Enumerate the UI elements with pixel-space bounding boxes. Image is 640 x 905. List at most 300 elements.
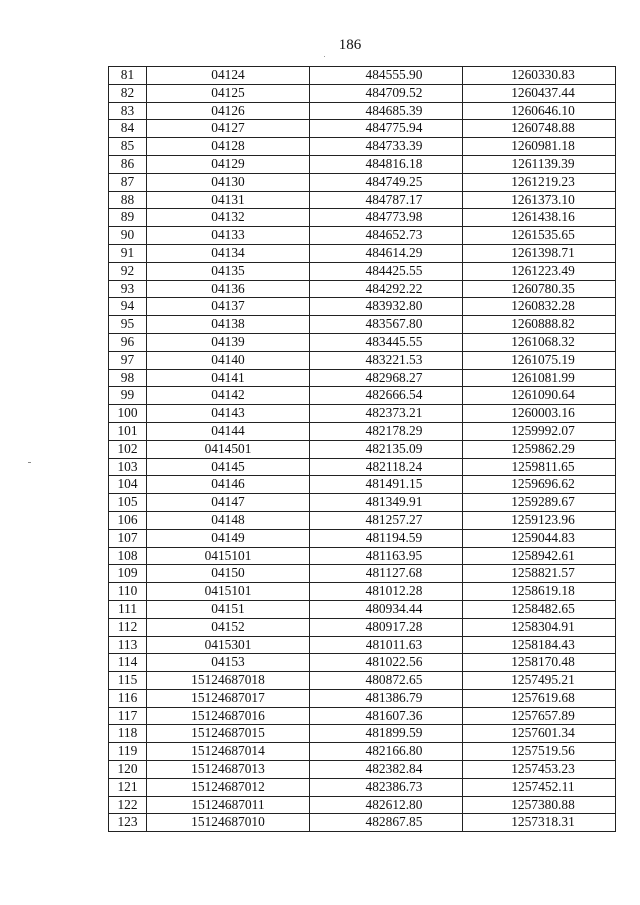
y-coordinate: 1260888.82 — [511, 316, 575, 332]
row-number-cell — [109, 369, 147, 387]
point-id-cell — [147, 707, 310, 725]
x-coordinate-cell — [310, 102, 463, 120]
y-coordinate: 1258942.61 — [511, 547, 575, 563]
row-number: 86 — [120, 155, 135, 171]
y-coordinate: 1257657.89 — [511, 707, 575, 723]
row-number-cell — [109, 227, 147, 245]
table-row — [109, 725, 616, 743]
point-id-cell — [147, 405, 310, 423]
y-coordinate-cell — [463, 316, 616, 334]
y-coordinate: 1258482.65 — [511, 600, 575, 616]
y-coordinate: 1260003.16 — [511, 405, 575, 421]
row-number: 110 — [117, 583, 138, 599]
row-number: 89 — [120, 209, 135, 225]
y-coordinate: 1261068.32 — [511, 333, 575, 349]
table-row — [109, 511, 616, 529]
x-coordinate-cell — [310, 369, 463, 387]
y-coordinate-cell — [463, 618, 616, 636]
point-id: 15124687011 — [191, 796, 265, 812]
row-number-cell — [109, 725, 147, 743]
point-id: 04126 — [211, 102, 245, 118]
row-number-cell — [109, 494, 147, 512]
x-coordinate: 481163.95 — [365, 547, 423, 563]
row-number: 92 — [120, 262, 135, 278]
point-id: 04128 — [211, 138, 245, 154]
y-coordinate-cell — [463, 494, 616, 512]
y-coordinate-cell — [463, 387, 616, 405]
row-number-cell — [109, 511, 147, 529]
y-coordinate-cell — [463, 351, 616, 369]
table-row — [109, 351, 616, 369]
table-row — [109, 422, 616, 440]
table-row — [109, 262, 616, 280]
point-id: 04152 — [211, 618, 245, 634]
x-coordinate: 484773.98 — [365, 209, 423, 225]
point-id-cell — [147, 547, 310, 565]
row-number-cell — [109, 280, 147, 298]
row-number-cell — [109, 67, 147, 85]
y-coordinate: 1257619.68 — [511, 689, 575, 705]
y-coordinate: 1259992.07 — [511, 422, 575, 438]
y-coordinate: 1260780.35 — [511, 280, 575, 296]
x-coordinate: 483445.55 — [365, 333, 423, 349]
row-number: 90 — [120, 227, 135, 243]
x-coordinate: 482382.84 — [365, 761, 423, 777]
point-id-cell — [147, 84, 310, 102]
coordinates-table-body — [109, 67, 616, 832]
x-coordinate-cell — [310, 262, 463, 280]
y-coordinate: 1261223.49 — [511, 262, 575, 278]
y-coordinate: 1261535.65 — [511, 227, 575, 243]
row-number: 109 — [117, 565, 138, 581]
x-coordinate-cell — [310, 138, 463, 156]
y-coordinate-cell — [463, 583, 616, 601]
x-coordinate: 480934.44 — [365, 600, 423, 616]
y-coordinate-cell — [463, 725, 616, 743]
y-coordinate-cell — [463, 173, 616, 191]
table-row — [109, 298, 616, 316]
row-number: 119 — [117, 743, 138, 759]
x-coordinate-cell — [310, 333, 463, 351]
x-coordinate-cell — [310, 689, 463, 707]
x-coordinate: 482166.80 — [365, 743, 423, 759]
x-coordinate: 484425.55 — [365, 262, 423, 278]
table-row — [109, 138, 616, 156]
point-id-cell — [147, 67, 310, 85]
x-coordinate-cell — [310, 494, 463, 512]
scan-speck — [324, 56, 325, 57]
table-row — [109, 405, 616, 423]
y-coordinate-cell — [463, 440, 616, 458]
x-coordinate: 481012.28 — [365, 583, 423, 599]
y-coordinate-cell — [463, 102, 616, 120]
y-coordinate-cell — [463, 227, 616, 245]
x-coordinate-cell — [310, 529, 463, 547]
point-id-cell — [147, 280, 310, 298]
point-id: 04142 — [211, 387, 245, 403]
point-id-cell — [147, 458, 310, 476]
row-number: 105 — [117, 494, 138, 510]
point-id-cell — [147, 600, 310, 618]
x-coordinate: 481491.15 — [365, 476, 423, 492]
row-number-cell — [109, 173, 147, 191]
point-id-cell — [147, 511, 310, 529]
x-coordinate: 482373.21 — [365, 405, 423, 421]
table-row — [109, 84, 616, 102]
x-coordinate: 480872.65 — [365, 672, 423, 688]
row-number: 103 — [117, 458, 138, 474]
point-id: 04150 — [211, 565, 245, 581]
table-row — [109, 280, 616, 298]
y-coordinate: 1260981.18 — [511, 138, 575, 154]
y-coordinate: 1257380.88 — [511, 796, 575, 812]
table-row — [109, 814, 616, 832]
table-row — [109, 672, 616, 690]
row-number-cell — [109, 405, 147, 423]
y-coordinate: 1261373.10 — [511, 191, 575, 207]
table-row — [109, 173, 616, 191]
y-coordinate-cell — [463, 369, 616, 387]
x-coordinate: 481607.36 — [365, 707, 423, 723]
point-id: 04136 — [211, 280, 245, 296]
x-coordinate: 482666.54 — [365, 387, 423, 403]
point-id-cell — [147, 244, 310, 262]
row-number: 99 — [120, 387, 135, 403]
table-row — [109, 761, 616, 779]
y-coordinate: 1261090.64 — [511, 387, 575, 403]
x-coordinate-cell — [310, 778, 463, 796]
y-coordinate: 1261139.39 — [511, 155, 575, 171]
row-number-cell — [109, 191, 147, 209]
y-coordinate: 1261075.19 — [511, 351, 575, 367]
row-number: 113 — [117, 636, 138, 652]
x-coordinate-cell — [310, 67, 463, 85]
point-id: 04138 — [211, 316, 245, 332]
row-number-cell — [109, 120, 147, 138]
y-coordinate: 1259811.65 — [511, 458, 575, 474]
y-coordinate-cell — [463, 636, 616, 654]
point-id: 0415101 — [204, 583, 252, 599]
point-id-cell — [147, 565, 310, 583]
y-coordinate-cell — [463, 120, 616, 138]
row-number: 95 — [120, 316, 135, 332]
point-id: 04145 — [211, 458, 245, 474]
row-number: 88 — [120, 191, 135, 207]
y-coordinate: 1260748.88 — [511, 120, 575, 136]
y-coordinate-cell — [463, 654, 616, 672]
y-coordinate: 1257495.21 — [511, 672, 575, 688]
x-coordinate-cell — [310, 618, 463, 636]
x-coordinate-cell — [310, 209, 463, 227]
y-coordinate-cell — [463, 743, 616, 761]
x-coordinate-cell — [310, 316, 463, 334]
point-id-cell — [147, 778, 310, 796]
row-number: 98 — [120, 369, 135, 385]
row-number-cell — [109, 778, 147, 796]
row-number-cell — [109, 316, 147, 334]
row-number: 87 — [120, 173, 135, 189]
table-row — [109, 476, 616, 494]
y-coordinate: 1261398.71 — [511, 244, 575, 260]
point-id: 15124687015 — [191, 725, 265, 741]
x-coordinate: 481194.59 — [365, 529, 423, 545]
x-coordinate-cell — [310, 761, 463, 779]
table-row — [109, 547, 616, 565]
row-number-cell — [109, 743, 147, 761]
table-row — [109, 778, 616, 796]
point-id: 04147 — [211, 494, 245, 510]
y-coordinate: 1261081.99 — [511, 369, 575, 385]
row-number: 122 — [117, 796, 138, 812]
point-id-cell — [147, 102, 310, 120]
point-id-cell — [147, 494, 310, 512]
row-number-cell — [109, 672, 147, 690]
point-id-cell — [147, 618, 310, 636]
y-coordinate-cell — [463, 761, 616, 779]
row-number-cell — [109, 583, 147, 601]
x-coordinate: 481127.68 — [365, 565, 423, 581]
y-coordinate: 1257519.56 — [511, 743, 575, 759]
x-coordinate-cell — [310, 511, 463, 529]
row-number: 96 — [120, 333, 135, 349]
table-row — [109, 102, 616, 120]
point-id: 15124687016 — [191, 707, 265, 723]
table-row — [109, 636, 616, 654]
row-number: 106 — [117, 511, 138, 527]
table-row — [109, 796, 616, 814]
row-number-cell — [109, 476, 147, 494]
row-number-cell — [109, 547, 147, 565]
row-number-cell — [109, 796, 147, 814]
y-coordinate: 1259696.62 — [511, 476, 575, 492]
row-number-cell — [109, 155, 147, 173]
x-coordinate: 484709.52 — [365, 84, 423, 100]
y-coordinate-cell — [463, 778, 616, 796]
row-number: 115 — [117, 672, 138, 688]
point-id-cell — [147, 227, 310, 245]
row-number: 107 — [117, 529, 138, 545]
point-id: 04143 — [211, 405, 245, 421]
table-row — [109, 155, 616, 173]
row-number-cell — [109, 84, 147, 102]
y-coordinate-cell — [463, 84, 616, 102]
row-number-cell — [109, 654, 147, 672]
row-number-cell — [109, 138, 147, 156]
x-coordinate-cell — [310, 565, 463, 583]
y-coordinate-cell — [463, 458, 616, 476]
x-coordinate: 482968.27 — [365, 369, 423, 385]
point-id: 04132 — [211, 209, 245, 225]
x-coordinate: 481349.91 — [365, 494, 423, 510]
row-number: 104 — [117, 476, 138, 492]
row-number: 108 — [117, 547, 138, 563]
y-coordinate: 1260646.10 — [511, 102, 575, 118]
point-id: 04124 — [211, 67, 245, 82]
point-id-cell — [147, 333, 310, 351]
row-number-cell — [109, 458, 147, 476]
x-coordinate: 484614.29 — [365, 244, 423, 260]
row-number: 116 — [117, 689, 138, 705]
row-number: 112 — [117, 618, 138, 634]
x-coordinate: 484555.90 — [365, 67, 423, 82]
row-number-cell — [109, 387, 147, 405]
margin-mark — [28, 462, 31, 463]
table-row — [109, 227, 616, 245]
y-coordinate-cell — [463, 600, 616, 618]
table-row — [109, 333, 616, 351]
point-id-cell — [147, 209, 310, 227]
point-id: 04140 — [211, 351, 245, 367]
x-coordinate-cell — [310, 796, 463, 814]
y-coordinate: 1260832.28 — [511, 298, 575, 314]
point-id: 15124687013 — [191, 761, 265, 777]
y-coordinate: 1257452.11 — [511, 778, 575, 794]
point-id: 04129 — [211, 155, 245, 171]
point-id-cell — [147, 761, 310, 779]
point-id: 04134 — [211, 244, 245, 260]
x-coordinate-cell — [310, 298, 463, 316]
row-number: 120 — [117, 761, 138, 777]
row-number-cell — [109, 761, 147, 779]
row-number-cell — [109, 298, 147, 316]
row-number: 100 — [117, 405, 138, 421]
row-number: 94 — [120, 298, 135, 314]
point-id-cell — [147, 654, 310, 672]
row-number: 123 — [117, 814, 138, 830]
row-number: 84 — [120, 120, 135, 136]
x-coordinate-cell — [310, 84, 463, 102]
y-coordinate-cell — [463, 565, 616, 583]
table-row — [109, 369, 616, 387]
y-coordinate: 1258304.91 — [511, 618, 575, 634]
x-coordinate-cell — [310, 743, 463, 761]
x-coordinate: 484816.18 — [365, 155, 423, 171]
x-coordinate-cell — [310, 405, 463, 423]
y-coordinate-cell — [463, 511, 616, 529]
y-coordinate: 1257601.34 — [511, 725, 575, 741]
x-coordinate-cell — [310, 458, 463, 476]
x-coordinate: 482135.09 — [365, 440, 423, 456]
table-row — [109, 67, 616, 85]
x-coordinate-cell — [310, 654, 463, 672]
y-coordinate: 1261438.16 — [511, 209, 575, 225]
table-row — [109, 494, 616, 512]
point-id-cell — [147, 636, 310, 654]
x-coordinate: 484733.39 — [365, 138, 423, 154]
row-number: 91 — [120, 244, 135, 260]
y-coordinate-cell — [463, 405, 616, 423]
point-id-cell — [147, 120, 310, 138]
point-id-cell — [147, 814, 310, 832]
point-id: 04131 — [211, 191, 245, 207]
x-coordinate-cell — [310, 191, 463, 209]
y-coordinate-cell — [463, 280, 616, 298]
point-id: 04141 — [211, 369, 245, 385]
x-coordinate: 482386.73 — [365, 778, 423, 794]
y-coordinate: 1259123.96 — [511, 511, 575, 527]
y-coordinate-cell — [463, 333, 616, 351]
table-row — [109, 316, 616, 334]
y-coordinate-cell — [463, 422, 616, 440]
y-coordinate: 1259044.83 — [511, 529, 575, 545]
x-coordinate: 481386.79 — [365, 689, 423, 705]
row-number-cell — [109, 600, 147, 618]
row-number: 83 — [120, 102, 135, 118]
point-id-cell — [147, 672, 310, 690]
x-coordinate: 483221.53 — [365, 351, 423, 367]
x-coordinate: 481011.63 — [365, 636, 423, 652]
table-row — [109, 583, 616, 601]
row-number-cell — [109, 333, 147, 351]
x-coordinate: 484749.25 — [365, 173, 423, 189]
point-id: 04151 — [211, 600, 245, 616]
coordinates-table — [108, 66, 616, 832]
point-id: 15124687017 — [191, 689, 265, 705]
x-coordinate-cell — [310, 280, 463, 298]
row-number-cell — [109, 262, 147, 280]
y-coordinate: 1258184.43 — [511, 636, 575, 652]
point-id: 15124687014 — [191, 743, 265, 759]
point-id: 04137 — [211, 298, 245, 314]
y-coordinate-cell — [463, 244, 616, 262]
y-coordinate: 1260437.44 — [511, 84, 575, 100]
row-number-cell — [109, 529, 147, 547]
x-coordinate-cell — [310, 227, 463, 245]
y-coordinate-cell — [463, 298, 616, 316]
row-number-cell — [109, 689, 147, 707]
x-coordinate: 484775.94 — [365, 120, 423, 136]
x-coordinate-cell — [310, 351, 463, 369]
x-coordinate: 484652.73 — [365, 227, 423, 243]
x-coordinate: 483932.80 — [365, 298, 423, 314]
point-id: 15124687012 — [191, 778, 265, 794]
x-coordinate-cell — [310, 636, 463, 654]
y-coordinate-cell — [463, 155, 616, 173]
point-id: 04144 — [211, 422, 245, 438]
table-row — [109, 618, 616, 636]
x-coordinate-cell — [310, 173, 463, 191]
table-row — [109, 387, 616, 405]
x-coordinate: 484787.17 — [365, 191, 423, 207]
y-coordinate: 1257453.23 — [511, 761, 575, 777]
point-id-cell — [147, 476, 310, 494]
point-id: 04130 — [211, 173, 245, 189]
table-row — [109, 707, 616, 725]
y-coordinate-cell — [463, 138, 616, 156]
row-number: 82 — [120, 84, 135, 100]
y-coordinate-cell — [463, 796, 616, 814]
row-number-cell — [109, 440, 147, 458]
point-id: 04135 — [211, 262, 245, 278]
point-id-cell — [147, 796, 310, 814]
point-id-cell — [147, 743, 310, 761]
point-id-cell — [147, 173, 310, 191]
x-coordinate: 480917.28 — [365, 618, 423, 634]
y-coordinate-cell — [463, 209, 616, 227]
row-number: 114 — [117, 654, 138, 670]
x-coordinate: 482178.29 — [365, 422, 423, 438]
row-number: 85 — [120, 138, 135, 154]
y-coordinate: 1261219.23 — [511, 173, 575, 189]
x-coordinate-cell — [310, 476, 463, 494]
x-coordinate: 481899.59 — [365, 725, 423, 741]
row-number-cell — [109, 565, 147, 583]
table-row — [109, 654, 616, 672]
point-id: 04153 — [211, 654, 245, 670]
row-number-cell — [109, 707, 147, 725]
y-coordinate: 1257318.31 — [511, 814, 575, 830]
y-coordinate: 1259289.67 — [511, 494, 575, 510]
